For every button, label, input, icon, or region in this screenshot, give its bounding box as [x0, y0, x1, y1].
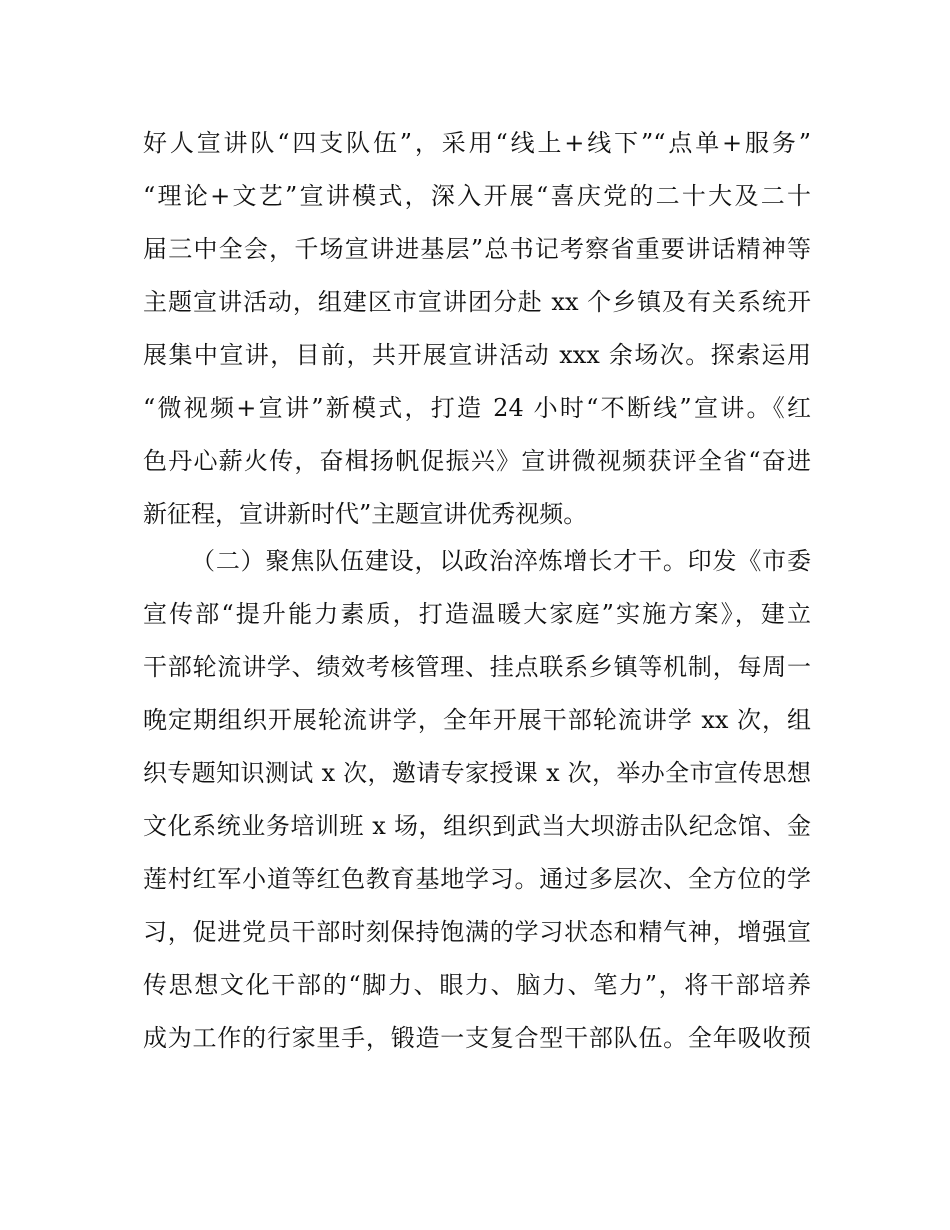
text-line: 展集中宣讲，目前，共开展宣讲活动 xxx 余场次。探索运用	[143, 341, 811, 369]
text-line: 成为工作的行家里手，锻造一支复合型干部队伍。全年吸收预	[143, 1024, 811, 1052]
text-line: 主题宣讲活动，组建区市宣讲团分赴 xx 个乡镇及有关系统开	[143, 288, 811, 316]
text-line: 宣传部“提升能力素质，打造温暖大家庭”实施方案》，建立	[143, 600, 811, 628]
text-line: 传思想文化干部的“脚力、眼力、脑力、笔力”，将干部培养	[143, 971, 811, 999]
text-line: 色丹心薪火传，奋楫扬帆促振兴》宣讲微视频获评全省“奋进	[143, 447, 811, 475]
text-line: 好人宣讲队“四支队伍”，采用“线上+线下”“点单+服务”	[143, 129, 811, 157]
text-line: 莲村红军小道等红色教育基地学习。通过多层次、全方位的学	[143, 865, 811, 893]
text-line: 织专题知识测试 x 次，邀请专家授课 x 次，举办全市宣传思想	[143, 759, 811, 787]
paragraph-team-building	[143, 535, 811, 1065]
text-line: “微视频+宣讲”新模式，打造 24 小时“不断线”宣讲。《红	[143, 394, 811, 422]
text-line: （二）聚焦队伍建设，以政治淬炼增长才干。印发《市委	[191, 547, 811, 575]
text-line: 新征程，宣讲新时代”主题宣讲优秀视频。	[143, 500, 588, 528]
text-line: 习，促进党员干部时刻保持饱满的学习状态和精气神，增强宣	[143, 918, 811, 946]
text-line: 晚定期组织开展轮流讲学，全年开展干部轮流讲学 xx 次，组	[143, 706, 811, 734]
text-line: 干部轮流讲学、绩效考核管理、挂点联系乡镇等机制，每周一	[143, 653, 811, 681]
paragraph-propaganda-activities	[143, 117, 811, 541]
text-line: 文化系统业务培训班 x 场，组织到武当大坝游击队纪念馆、金	[143, 812, 811, 840]
text-line: “理论+文艺”宣讲模式，深入开展“喜庆党的二十大及二十	[143, 182, 811, 210]
text-line: 届三中全会，千场宣讲进基层”总书记考察省重要讲话精神等	[143, 235, 811, 263]
